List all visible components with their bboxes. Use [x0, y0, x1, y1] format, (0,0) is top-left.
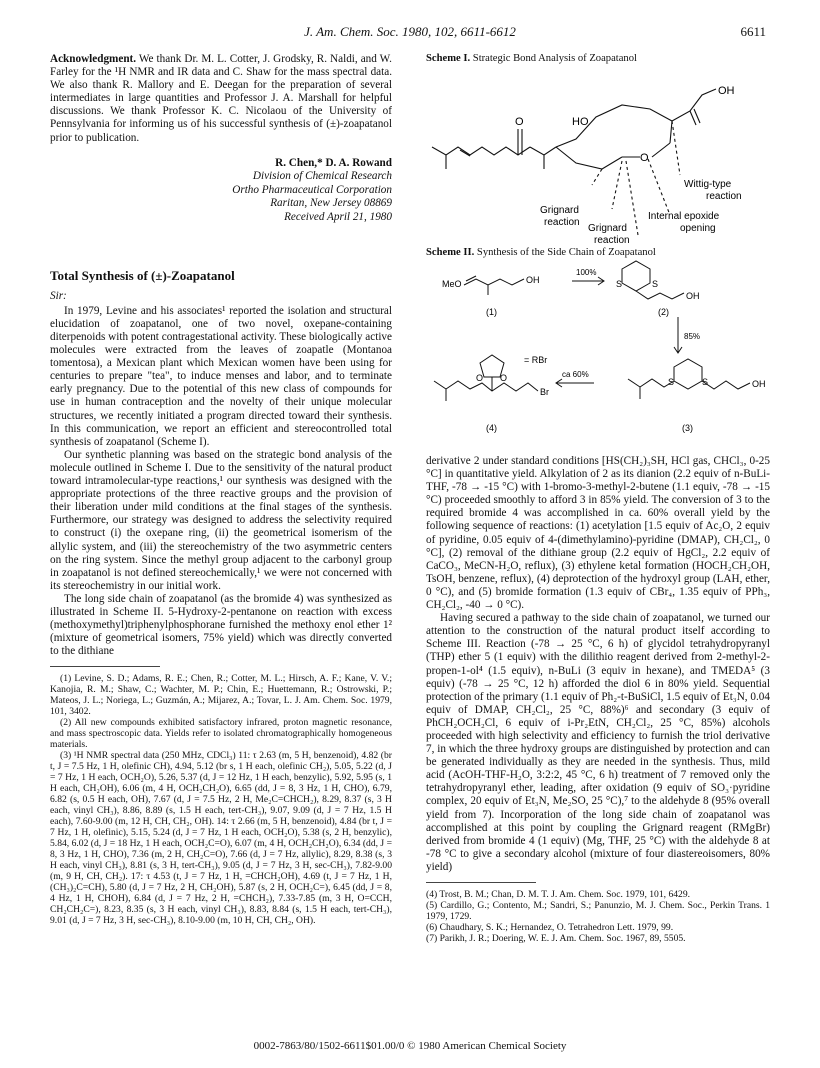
s1-ketone-o: O	[515, 116, 524, 128]
s2-meo: MeO	[442, 279, 462, 289]
s2-s4: S	[702, 377, 709, 387]
s2-pct85: 85%	[684, 332, 701, 341]
affiliation-division: Division of Chemical Research	[252, 170, 392, 183]
s2-o1: O	[476, 373, 484, 383]
footnotes-right	[426, 889, 770, 944]
s2-s2: S	[652, 279, 659, 289]
copyright-footer: 0002-7863/80/1502-6611$01.00/0 © 1980 American Chemical Society	[253, 1040, 567, 1052]
salutation: Sir:	[50, 289, 67, 302]
s1-grignard-2: Grignard	[588, 223, 627, 234]
footnote-1: (1) Levine, S. D.; Adams, R. E.; Chen, R.; Cotter, M. L.; Hirsch, A. F.; Kane, V. V.; Kanojia, R. M.; Shaw, C.; Wachter, M. P.; Chin, E.; Huettemann, R.; Ostrowski, P.; Mateos, J. L.; Noriega, L.; Guzmán, A.; Mijarez, A.; Tovar, L. J. Am. Chem. Soc. 1979, 101, 3402.	[50, 673, 392, 718]
s2-s1: S	[616, 279, 623, 289]
s1-ring-o: O	[640, 152, 649, 164]
s1-epoxide-2: opening	[680, 223, 716, 234]
s1-epoxide-1: Internal epoxide	[648, 211, 720, 222]
acknowledgment	[50, 53, 392, 145]
right-column	[426, 53, 770, 944]
scheme-2-structure	[426, 259, 770, 449]
affiliation-location: Raritan, New Jersey 08869	[270, 197, 392, 210]
s2-rbr: = RBr	[524, 355, 548, 365]
author-block	[50, 157, 392, 225]
article-title: Total Synthesis of (±)-Zoapatanol	[50, 267, 235, 283]
authors: R. Chen,* D. A. Rowand	[275, 156, 392, 169]
right-paragraph-1: derivative 2 under standard conditions [HS(CH₂)₃SH, HCl gas, CHCl₃, 0-25 °C] in quantitative yield. Alkylation of 2 as its dianion (2.2 equiv of n-BuLi-THF, -78 → -15 °C) with 1-bromo-3-methyl-2-butene (1.1 equiv, -78 → -15 °C) proceeded smoothly to afford 3 in 85% yield. The conversion of 3 to the required bromide 4 was accomplished in ca. 60% overall yield by the following sequence of reactions: (1) acetylation [1.5 equiv of Ac₂O, 2 equiv of pyridine, 0.05 equiv of 4-(dimethylamino)-pyridine (DMAP), CH₂Cl₂, 0 °C], (2) removal of the dithiane group (2.2 equiv of HgCl₂, 2.2 equiv of CaCO₃, MeCN-H₂O, reflux), (3) ethylene ketal formation (HOCH₂CH₂OH, TsOH, benzene, reflux), (4) deprotection of the hydroxyl group (LAH, ether, 0 °C), and (5) bromide formation (1.3 equiv of CBr₄, 1.35 equiv of PPh₃, CH₂Cl₂, -40 → 0 °C).	[426, 455, 770, 612]
s2-label-4: (4)	[486, 423, 497, 433]
s2-label-1: (1)	[486, 307, 497, 317]
left-column	[50, 53, 392, 926]
s1-grignard-1: Grignard	[540, 205, 579, 216]
page-number: 6611	[740, 24, 766, 39]
affiliation-company: Ortho Pharmaceutical Corporation	[232, 183, 392, 196]
running-header	[0, 10, 820, 39]
s2-pct100: 100%	[576, 268, 597, 277]
footnotes	[50, 673, 392, 926]
footnote-4: (4) Trost, B. M.; Chan, D. M. T. J. Am. Chem. Soc. 1979, 101, 6429.	[426, 889, 691, 900]
s2-oh-2: OH	[686, 291, 700, 301]
scheme-1-caption	[426, 53, 770, 65]
scheme-1-structure	[426, 65, 770, 243]
s1-reaction-3: reaction	[594, 235, 630, 243]
scheme-2-label: Scheme II.	[426, 247, 475, 258]
s2-o2: O	[500, 373, 508, 383]
body-paragraph-2: Our synthetic planning was based on the strategic bond analysis of the molecule outlined in Scheme I. Due to the sensitivity of the natural product toward intramolecular-type reactions,¹ our synthesis was designed with the appropriate protections of the three reactive groups and the provision of their liberation under mild conditions at the final stages of the synthesis. Furthermore, our strategy was designed to address the selectivity required to construct (i) the oxepane ring, (ii) the geometrical isomerism of the allylic system, and (iii) the stereochemistry of the two asymmetric centers on the ring system. Since the methyl group adjacent to the carbonyl group in zoapatanol is not defined stereochemically,¹ we were not concerned with its stereochemistry in our initial work.	[50, 448, 392, 592]
s2-s3: S	[668, 377, 675, 387]
footnote-2: (2) All new compounds exhibited satisfactory infrared, proton magnetic resonance, and mass spectroscopic data. Yields refer to isolated chromatographically homogeneous materials.	[50, 717, 392, 751]
received-date: Received April 21, 1980	[284, 211, 392, 224]
s1-reaction-2: reaction	[544, 217, 580, 228]
footnote-divider-right	[426, 882, 536, 883]
s1-oh-label: OH	[718, 85, 735, 97]
s2-ca60: ca 60%	[562, 370, 589, 379]
scheme-1-label: Scheme I.	[426, 53, 471, 64]
ack-text: We thank Dr. M. L. Cotter, J. Grodsky, R. Naldi, and W. Farley for the ¹H NMR and IR data and C. Shaw for the mass spectral data. We also thank R. Mallory and E. Deegan for the preparation of several intermediates in large quantities and Professor J. A. Marshall for helpful discussions. We thank Professor K. C. Nicolaou of the University of Pennsylvania for informing us of his successful synthesis of (±)-zoapatanol prior to publication.	[50, 53, 392, 144]
scheme-1-title: Strategic Bond Analysis of Zoapatanol	[472, 53, 637, 64]
body-paragraph-1: In 1979, Levine and his associates¹ reported the isolation and structural elucidation of zoapatanol, one of two novel, oxepane-containing diterpenoids with potent contragestational activity. These biologically active molecules were extracted from the leaves of zoapatle (Montanoa tomentosa), a Mexican plant which Mexican women have been using for centuries to prepare "tea", to induce menses and labor, and to terminate early pregnancy. Due to the potential of this new class of compounds for use in human contraception and the novelty of their unique molecular structures, we recently initiated a program directed toward their synthesis. In this communication, we report an efficient and stereocontrolled total synthesis of zoapatanol (Scheme I).	[50, 304, 392, 448]
footnote-6: (6) Chaudhary, S. K.; Hernandez, O. Tetrahedron Lett. 1979, 99.	[426, 922, 674, 933]
s1-wittig: Wittig-type	[684, 179, 732, 190]
footnote-7: (7) Parikh, J. R.; Doering, W. E. J. Am. Chem. Soc. 1967, 89, 5505.	[426, 933, 686, 944]
s2-label-2: (2)	[658, 307, 669, 317]
s1-reaction-1: reaction	[706, 191, 742, 202]
footnote-3: (3) ¹H NMR spectral data (250 MHz, CDCl₃) 11: τ 2.63 (m, 5 H, benzenoid), 4.82 (br t, J = 7.5 Hz, 1 H, olefinic CH), 4.94, 5.12 (br s, 1 H each, olefinic CH₂), 5.05, 5.22 (d, J = 7 Hz, 1 H each, OCH₂O), 5.26, 5.37 (d, J = 12 Hz, 1 H each, benzylic), 5.92, 5.95 (s, 1 H each, CH₂OH), 6.06 (m, 4 H, OCH₂CH₂O), 6.65 (dd, J = 8, 3 Hz, 1 H, CHO), 6.79, 6.82 (s, 0.5 H each, OH), 7.67 (d, J = 7.5 Hz, 2 H, Me₂C=CHCH₂), 8.29, 8.37 (s, 3 H each, vinyl CH₃), 8.86, 8.89 (s, 1.5 H each, tert-CH₃), 9.07, 9.09 (d, J = 7 Hz, 1.5 H each), 7.60-9.00 (m, 12 H, CH, CH₂, OH). 14: τ 2.66 (m, 5 H, benzenoid), 4.84 (br t, J = 7 Hz, 1 H, olefinic), 5.15, 5.24 (d, J = 7 Hz, 1 H each, OCH₂O), 5.38 (s, 2 H, benzylic), 5.84, 6.02 (d, J = 18 Hz, 1 H each, OCH₂C=O), 6.07 (m, 4 H, OCH₂CH₂O), 6.34 (dd, J = 8, 3 Hz, 1 H, CHO), 7.36 (m, 2 H, CH₂C=O), 7.66 (d, J = 7 Hz, allylic), 8.29, 8.38 (s, 3 H each, vinyl CH₃), 8.81 (s, 3 H, tert-CH₃), 9.05 (d, J = 7 Hz, 3 H, sec-CH₃), 7.82-9.00 (m, 9 H, CH, CH₂). 17: τ 4.53 (t, J = 7 Hz, 1 H, =CHCH₂OH), 4.69 (t, J = 7 Hz, 1 H, (CH₃)₂C=CH), 5.80 (d, J = 7 Hz, 2 H, CH₂OH), 5.87 (s, 2 H, OCH₂C=), 6.45 (dd, J = 8, 4 Hz, 1 H, CHOH), 6.84 (d, J = 7 Hz, 2 H, =CHCH₂), 7.33-7.85 (m, 3 H, O=CCH, CH₂CH₂C=), 8.23, 8.35 (s, 3 H each, vinyl CH₃), 8.83, 8.84 (s, 1.5 H each, tert-CH₃), 9.01 (d, J = 7 Hz, 3 H, sec-CH₃), 8.10-9.00 (m, 10 H, CH, CH₂, OH).	[50, 750, 392, 927]
footnote-divider	[50, 666, 160, 667]
s2-label-3: (3)	[682, 423, 693, 433]
ack-label: Acknowledgment.	[50, 53, 137, 65]
journal-citation: J. Am. Chem. Soc. 1980, 102, 6611-6612	[304, 24, 516, 39]
s2-oh-3: OH	[752, 379, 766, 389]
scheme-2-title: Synthesis of the Side Chain of Zoapatanol	[476, 247, 656, 258]
s2-br: Br	[540, 387, 549, 397]
body-paragraph-3: The long side chain of zoapatanol (as the bromide 4) was synthesized as illustrated in Scheme II. 5-Hydroxy-2-pentanone on reaction with excess (methoxymethyl)triphenylphosphorane furnished the methoxy enol ether 1² (mixture of geometrical isomers, 75% yield) which was directly converted to the dithiane	[50, 592, 392, 658]
footnote-5: (5) Cardillo, G.; Contento, M.; Sandri, S.; Panunzio, M. J. Chem. Soc., Perkin Trans. 1 1979, 1729.	[426, 900, 770, 922]
right-paragraph-2: Having secured a pathway to the side chain of zoapatanol, we turned our attention to the construction of the natural product itself according to Scheme III. Reaction (-78 → 25 °C, 6 h) of glycidol tetrahydropyranyl (THP) ether 5 (1 equiv) with the dilithio reagent derived from 2-methyl-2-propen-1-ol⁴ (1.5 equiv), n-BuLi (3 equiv in hexane), and TMEDA⁵ (3 equiv) (-78 → 25 °C, 12 h) afforded the diol 6 in 80% yield. Sequential protection of the primary (1.1 equiv of Ph₂-t-BuSiCl, 1.5 equiv of Et₃N, 0.04 equiv of DMAP, CH₂Cl₂, 25 °C, 88%)⁶ and secondary (3 equiv of PhCH₂OCH₂Cl, 6 equiv of i-Pr₂EtN, CH₂Cl₂, 25 °C, 85%) alcohols proceeded with high selectivity and efficiency to furnish the triol derivative 7, in which the three hydroxy groups are distinguished by protection and can be generated individually as they are needed in the synthesis. Thus, mild acid (AcOH-THF-H₂O, 3:2:2, 45 °C, 6 h) treatment of 7 removed only the tetrahydropyranyl ether, leading, after oxidation (9 equiv of SO₃·pyridine complex, 20 equiv of Et₃N, Me₂SO, 25 °C),⁷ to the aldehyde 8 (95% overall yield from 7). Incorporation of the long side chain of zoapatanol was accomplished at this point by coupling the Grignard reagent (RMgBr) derived from bromide 4 (1 equiv) (Mg, THF, 25 °C) with the aldehyde 8 at -78 °C to give a secondary alcohol (mixture of four diastereoisomers, 80% yield)	[426, 612, 770, 873]
s1-ho-label: HO	[572, 116, 589, 128]
scheme-2-caption	[426, 247, 770, 259]
s2-oh-1: OH	[526, 275, 540, 285]
